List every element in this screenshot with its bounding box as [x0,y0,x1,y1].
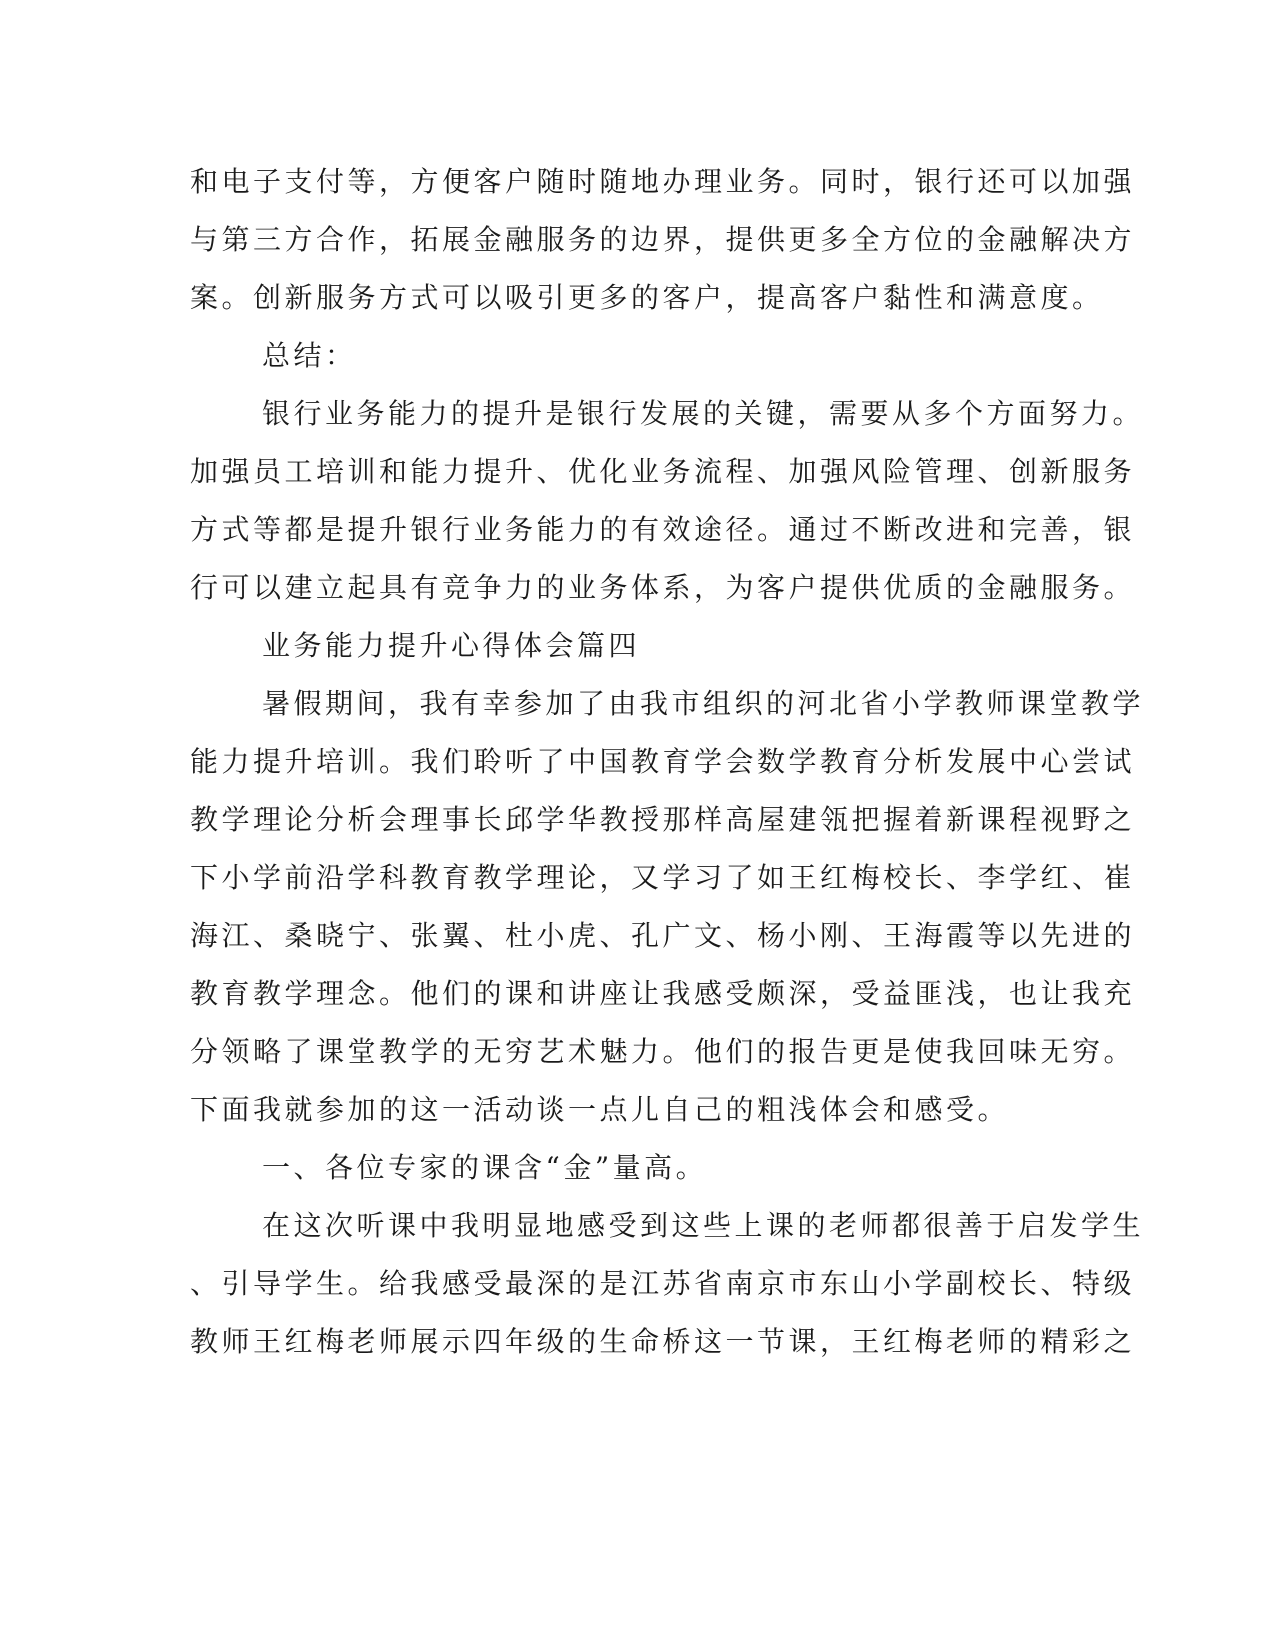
text-line: 能力提升培训。我们聆听了中国教育学会数学教育分析发展中心尝试 [190,745,1136,778]
text-line: 分领略了课堂教学的无穷艺术魅力。他们的报告更是使我回味无穷。 [190,1035,1136,1068]
text-line: 教学理论分析会理事长邱学华教授那样高屋建瓴把握着新课程视野之 [190,803,1136,836]
text-line: 银行业务能力的提升是银行发展的关键，需要从多个方面努力。 [262,397,1145,430]
section-heading: 一、各位专家的课含“金”量高。 [262,1151,708,1184]
section-heading: 业务能力提升心得体会篇四 [262,629,641,662]
text-line: 和电子支付等，方便客户随时随地办理业务。同时，银行还可以加强 [190,165,1136,198]
text-line: 教育教学理念。他们的课和讲座让我感受颇深，受益匪浅，也让我充 [190,977,1136,1010]
section-heading: 总结： [262,339,357,372]
text-line: 、引导学生。给我感受最深的是江苏省南京市东山小学副校长、特级 [190,1267,1136,1300]
text-line: 下面我就参加的这一活动谈一点儿自己的粗浅体会和感受。 [190,1093,1010,1126]
text-line: 方式等都是提升银行业务能力的有效途径。通过不断改进和完善，银 [190,513,1136,546]
text-line: 案。创新服务方式可以吸引更多的客户，提高客户黏性和满意度。 [190,281,1104,314]
text-line: 加强员工培训和能力提升、优化业务流程、加强风险管理、创新服务 [190,455,1136,488]
text-line: 海江、桑晓宁、张翼、杜小虎、孔广文、杨小刚、王海霞等以先进的 [190,919,1136,952]
text-line: 教师王红梅老师展示四年级的生命桥这一节课，王红梅老师的精彩之 [190,1325,1136,1358]
text-line: 下小学前沿学科教育教学理论，又学习了如王红梅校长、李学红、崔 [190,861,1136,894]
text-line: 暑假期间，我有幸参加了由我市组织的河北省小学教师课堂教学 [262,687,1145,720]
text-line: 在这次听课中我明显地感受到这些上课的老师都很善于启发学生 [262,1209,1145,1242]
text-line: 行可以建立起具有竞争力的业务体系，为客户提供优质的金融服务。 [190,571,1136,604]
text-line: 与第三方合作，拓展金融服务的边界，提供更多全方位的金融解决方 [190,223,1136,256]
